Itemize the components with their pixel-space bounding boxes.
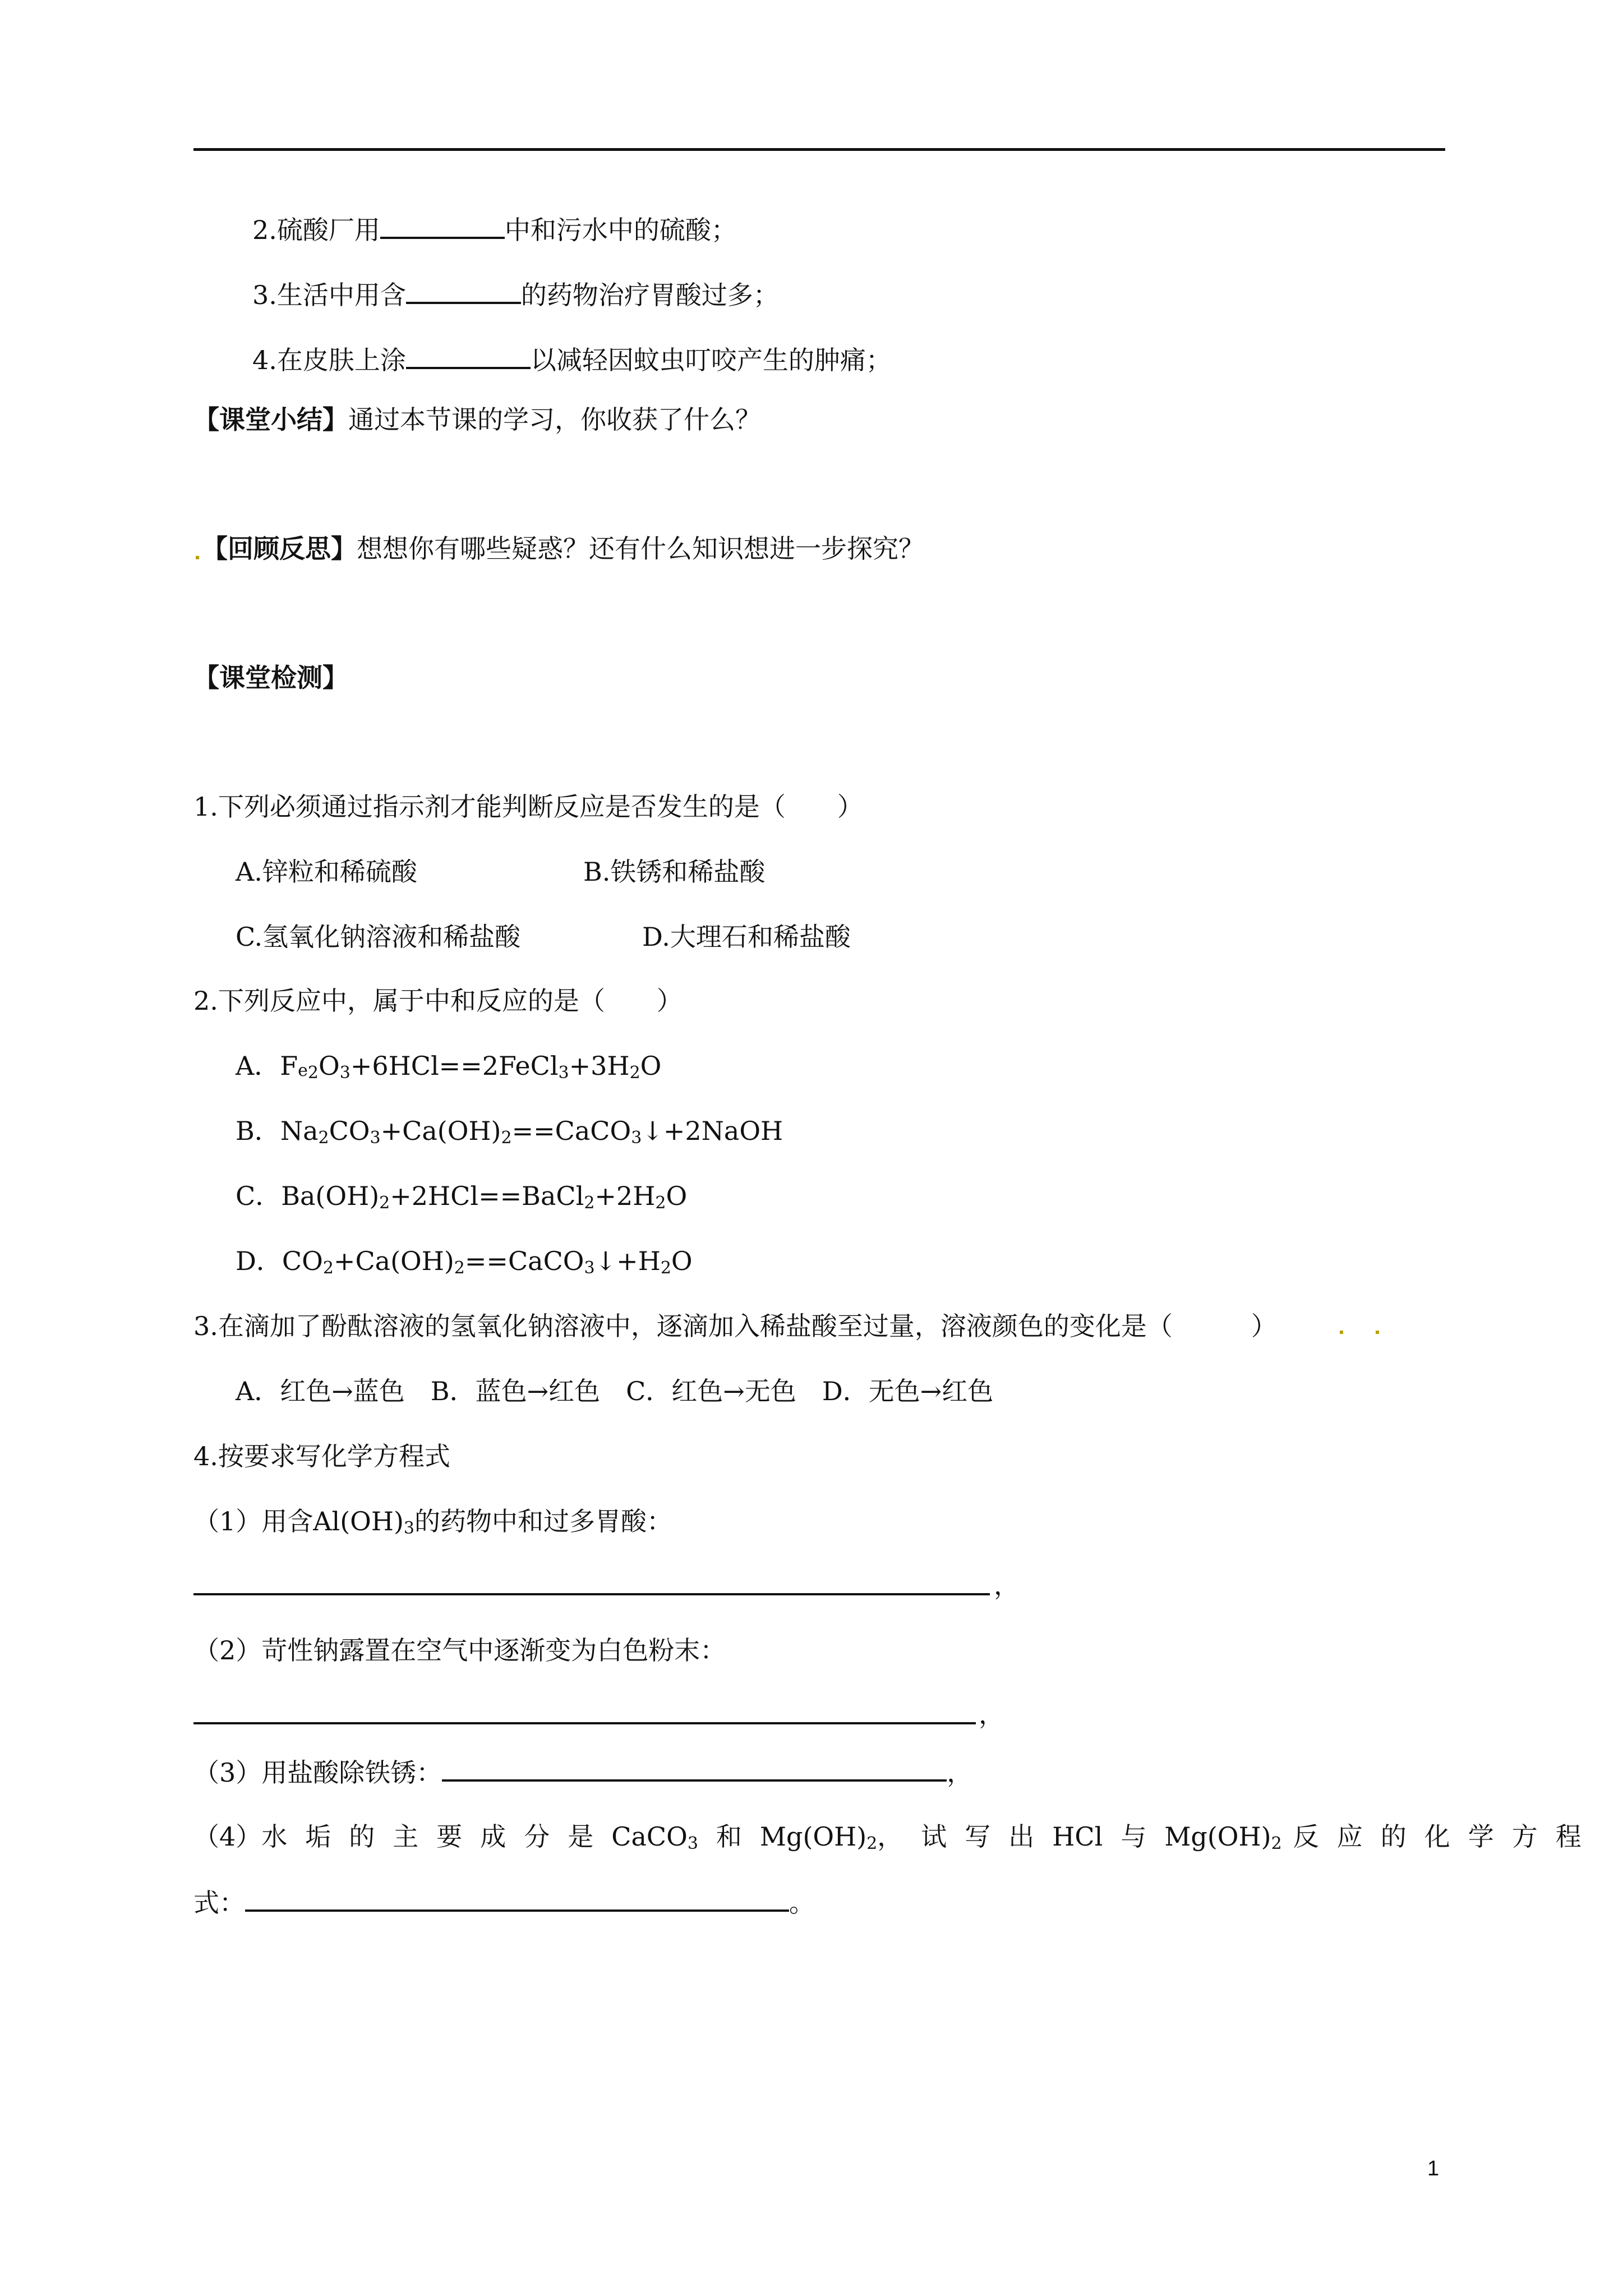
formula-text: Ba(OH) bbox=[281, 1181, 380, 1211]
question-3-options[interactable]: A．红色→蓝色 B．蓝色→红色 C．红色→无色 D．无色→红色 bbox=[236, 1376, 994, 1406]
formula-text: O bbox=[319, 1051, 340, 1081]
fill-item-2 bbox=[252, 212, 737, 247]
formula-text: ↓+H bbox=[594, 1246, 661, 1276]
question-4-part-4-tail bbox=[193, 1885, 815, 1920]
fill-blank[interactable] bbox=[380, 212, 505, 239]
part-4-text: 成 bbox=[480, 1821, 506, 1852]
formula-text: CaCO bbox=[611, 1821, 688, 1852]
class-summary bbox=[193, 403, 761, 436]
part-4-text: 和 bbox=[716, 1821, 742, 1852]
section-heading: 【回顾反思】 bbox=[202, 533, 357, 564]
formula-subscript: 3 bbox=[584, 1258, 595, 1278]
formula-text: CO bbox=[329, 1116, 370, 1146]
part-4-text: 式： bbox=[193, 1888, 245, 1918]
part-4-text: 写 bbox=[965, 1821, 991, 1852]
section-text: 通过本节课的学习，你收获了什么？ bbox=[348, 404, 761, 435]
answer-blank[interactable] bbox=[442, 1755, 947, 1782]
question-2-option-a[interactable] bbox=[236, 1049, 661, 1088]
formula-subscript: 2 bbox=[318, 1128, 329, 1148]
formula-text: HCl bbox=[1052, 1821, 1103, 1852]
formula-subscript: 2 bbox=[660, 1258, 671, 1278]
part-3-text: （3）用盐酸除铁锈： bbox=[193, 1757, 442, 1788]
part-4-text: 主 bbox=[393, 1821, 419, 1852]
formula-subscript: 3 bbox=[631, 1128, 642, 1148]
fill-item-3-suffix: 的药物治疗胃酸过多； bbox=[520, 280, 779, 310]
answer-line[interactable] bbox=[193, 1722, 976, 1724]
formula-text: ==CaCO bbox=[464, 1246, 584, 1276]
formula-text: F bbox=[280, 1051, 298, 1081]
fill-item-4-suffix: 以减轻因蚊虫叮咬产生的肿痛； bbox=[530, 345, 892, 375]
formula-subscript: 3 bbox=[339, 1063, 351, 1083]
formula-text: Mg(OH) bbox=[1164, 1821, 1271, 1852]
question-3-stem-close: ） bbox=[1251, 1311, 1277, 1341]
question-1-option-d[interactable]: D.大理石和稀盐酸 bbox=[642, 922, 851, 952]
formula-subscript: 2 bbox=[379, 1193, 390, 1213]
answer-line[interactable] bbox=[193, 1593, 990, 1595]
formula-subscript: 2 bbox=[629, 1063, 640, 1083]
question-3-stem-text: 3.在滴加了酚酞溶液的氢氧化钠溶液中，逐滴加入稀盐酸至过量，溶液颜色的变化是（ bbox=[193, 1311, 1173, 1341]
question-2-stem: 2.下列反应中，属于中和反应的是（ ） bbox=[193, 986, 683, 1016]
question-2-option-b[interactable] bbox=[236, 1114, 783, 1148]
part-4-text: （4）水 bbox=[193, 1821, 288, 1852]
formula-text: +Ca(OH) bbox=[333, 1246, 454, 1276]
section-text: 想想你有哪些疑惑？还有什么知识想进一步探究？ bbox=[357, 533, 924, 564]
answer-blank[interactable] bbox=[245, 1885, 789, 1912]
formula-text: Na bbox=[280, 1116, 319, 1146]
margin-mark bbox=[1340, 1331, 1343, 1334]
formula-subscript: 2 bbox=[584, 1193, 595, 1213]
fill-item-2-prefix: 2.硫酸厂用 bbox=[252, 215, 380, 245]
answer-line-comma: ， bbox=[994, 1570, 1020, 1600]
question-1-option-a[interactable]: A.锌粒和稀硫酸 bbox=[236, 857, 417, 887]
question-4-stem: 4.按要求写化学方程式 bbox=[193, 1441, 450, 1471]
part-4-text: 学 bbox=[1468, 1821, 1494, 1852]
question-4-part-2: （2）苛性钠露置在空气中逐渐变为白色粉末： bbox=[193, 1635, 726, 1665]
part-4-text: 的 bbox=[1380, 1821, 1407, 1852]
formula-text: CO bbox=[282, 1246, 323, 1276]
formula-text: +2H bbox=[594, 1181, 656, 1211]
fill-item-2-suffix: 中和污水中的硫酸； bbox=[504, 215, 737, 245]
part-4-text: 试 bbox=[921, 1821, 947, 1852]
part-4-text: 垢 bbox=[305, 1821, 331, 1852]
part-4-text: 要 bbox=[436, 1821, 463, 1852]
formula-text: +2HCl==BaCl bbox=[390, 1181, 584, 1211]
section-heading: 【课堂小结】 bbox=[193, 404, 348, 435]
part-4-text: 方 bbox=[1511, 1821, 1538, 1852]
part-4-text: 与 bbox=[1121, 1821, 1147, 1852]
question-4-part-4 bbox=[193, 1820, 1581, 1853]
option-letter: D． bbox=[236, 1246, 282, 1276]
option-letter: A． bbox=[236, 1051, 280, 1081]
formula-subscript: 3 bbox=[403, 1519, 415, 1538]
fill-item-4 bbox=[252, 342, 892, 377]
formula-text: ↓+2NaOH bbox=[642, 1116, 783, 1146]
part-4-text: 。 bbox=[789, 1888, 815, 1918]
part-4-text: 出 bbox=[1008, 1821, 1035, 1852]
formula-subscript: 3 bbox=[370, 1128, 381, 1148]
question-3-stem bbox=[193, 1309, 1277, 1343]
header-rule bbox=[193, 148, 1445, 151]
part-4-text: 是 bbox=[568, 1821, 594, 1852]
part-4-text: ， bbox=[877, 1821, 903, 1852]
option-letter: B． bbox=[236, 1116, 280, 1146]
fill-item-3-prefix: 3.生活中用含 bbox=[252, 280, 406, 310]
margin-mark bbox=[196, 556, 199, 559]
formula-subscript: 2 bbox=[501, 1128, 512, 1148]
formula-text: O bbox=[671, 1246, 693, 1276]
formula-text: Mg(OH) bbox=[759, 1821, 867, 1852]
formula-text: +Ca(OH) bbox=[380, 1116, 501, 1146]
question-2-option-d[interactable] bbox=[236, 1244, 693, 1278]
formula-subscript: 2 bbox=[307, 1063, 319, 1083]
formula-subscript: 3 bbox=[687, 1834, 698, 1853]
formula-text: O bbox=[640, 1051, 662, 1081]
question-1-stem: 1.下列必须通过指示剂才能判断反应是否发生的是（ ） bbox=[193, 792, 863, 822]
fill-blank[interactable] bbox=[406, 277, 521, 304]
part-4-text: 应 bbox=[1336, 1821, 1363, 1852]
part-1-text: （1）用含Al(OH) bbox=[193, 1506, 404, 1536]
part-4-text: 分 bbox=[524, 1821, 550, 1852]
page-number: 1 bbox=[1427, 2157, 1440, 2180]
question-4-part-1 bbox=[193, 1504, 672, 1538]
formula-text: O bbox=[666, 1181, 688, 1211]
margin-mark bbox=[1376, 1331, 1379, 1334]
formula-text: +6HCl==2FeCl bbox=[350, 1051, 559, 1081]
formula-subscript: 2 bbox=[866, 1834, 878, 1853]
option-letter: C． bbox=[236, 1181, 282, 1211]
fill-blank[interactable] bbox=[406, 342, 531, 369]
formula-subscript: 2 bbox=[655, 1193, 666, 1213]
formula-text: +3H bbox=[569, 1051, 630, 1081]
question-4-part-3 bbox=[193, 1755, 972, 1789]
formula-subscript: 3 bbox=[558, 1063, 569, 1083]
fill-item-3 bbox=[252, 277, 779, 312]
question-2-option-c[interactable] bbox=[236, 1179, 687, 1213]
formula-subscript: 2 bbox=[454, 1258, 465, 1278]
part-4-text: 的 bbox=[349, 1821, 375, 1852]
part-4-text: 化 bbox=[1424, 1821, 1450, 1852]
question-1-option-c[interactable]: C.氢氧化钠溶液和稀盐酸 bbox=[236, 922, 521, 952]
fill-item-4-prefix: 4.在皮肤上涂 bbox=[252, 345, 406, 375]
part-3-text: ， bbox=[947, 1757, 973, 1788]
formula-subscript: 2 bbox=[322, 1258, 334, 1278]
part-1-text: 的药物中和过多胃酸： bbox=[414, 1506, 673, 1536]
formula-text: e bbox=[298, 1061, 308, 1080]
formula-subscript: 2 bbox=[1271, 1834, 1282, 1853]
test-heading: 【课堂检测】 bbox=[193, 662, 348, 693]
formula-text: ==CaCO bbox=[511, 1116, 631, 1146]
answer-line-comma: ， bbox=[979, 1699, 1004, 1729]
part-4-text: 程 bbox=[1555, 1821, 1581, 1852]
part-4-text: 反 bbox=[1293, 1821, 1319, 1852]
question-1-option-b[interactable]: B.铁锈和稀盐酸 bbox=[583, 857, 766, 887]
review-reflection bbox=[202, 532, 924, 565]
